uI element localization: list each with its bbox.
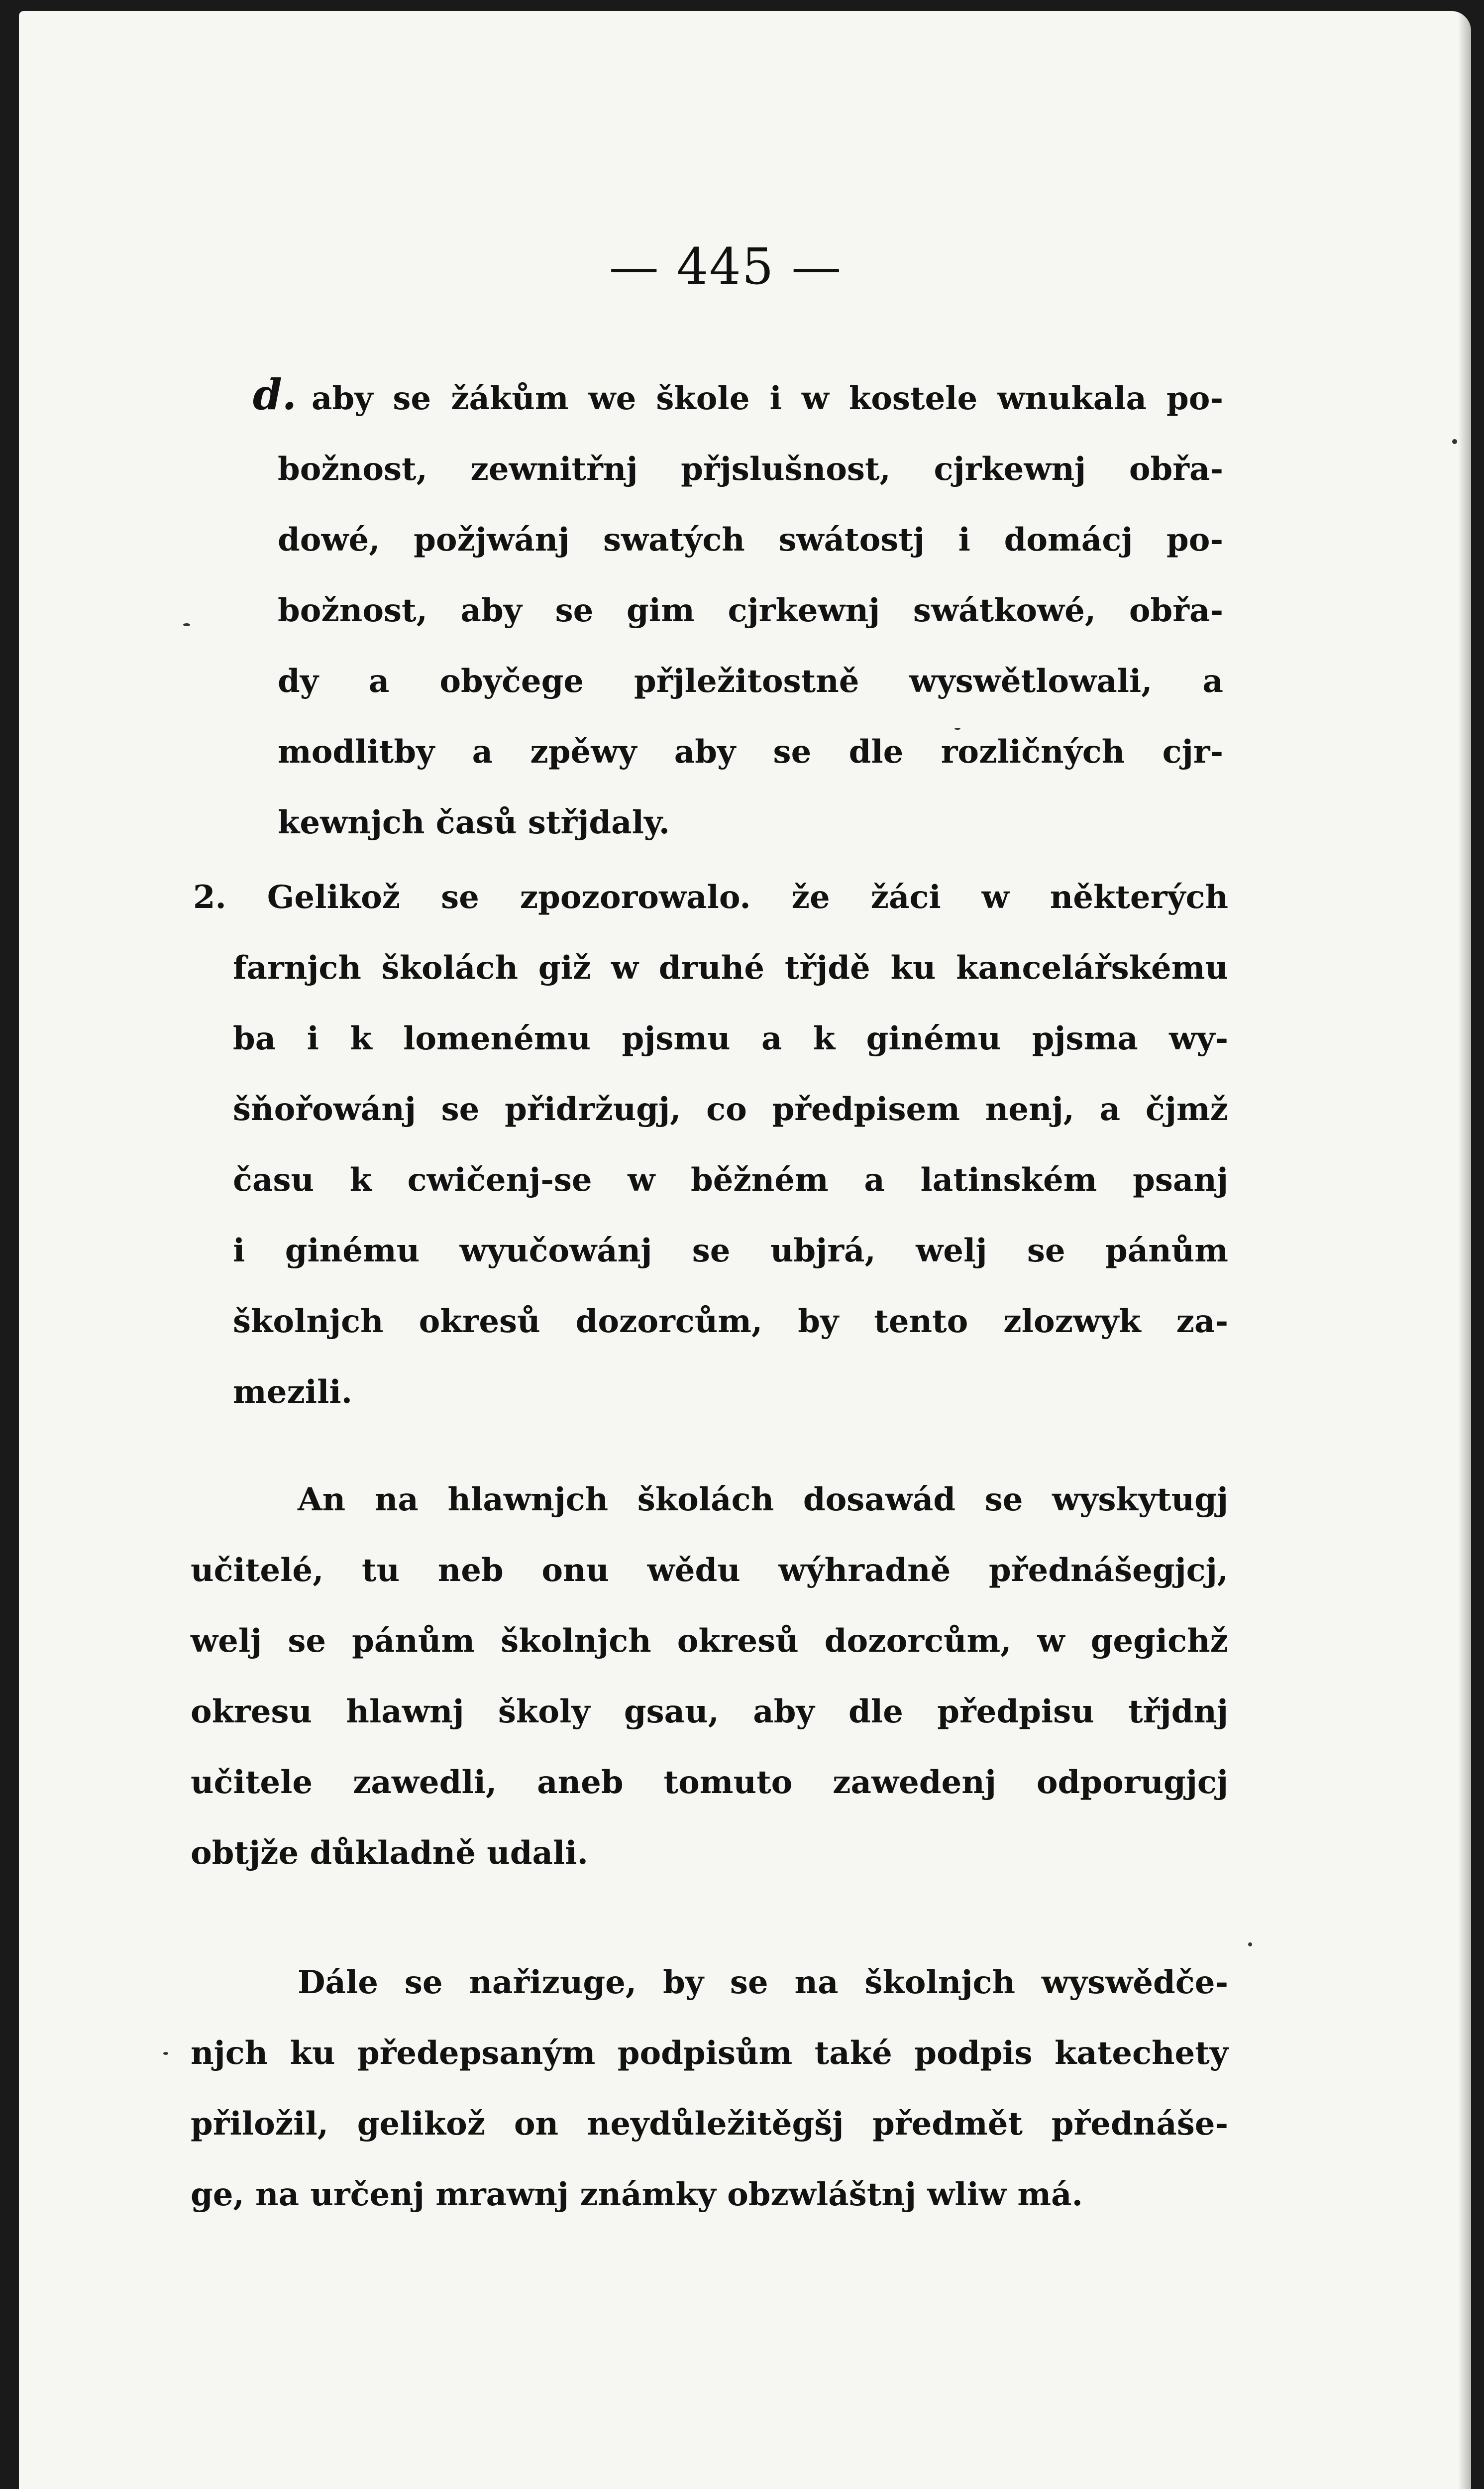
text-line: d. aby se žákům we škole i w kostele wnukala po-: [253, 370, 1223, 419]
text-line: An na hlawnjch školách dosawád se wyskytugj: [298, 1481, 1228, 1518]
text-line: ba i k lomenému pjsmu a k ginému pjsma wy-: [233, 1020, 1228, 1057]
text-line: dowé, požjwánj swatých swátostj i domácj po-: [278, 521, 1223, 559]
text-line: času k cwičenj-se w běžném a latinském psanj: [233, 1161, 1228, 1199]
text-line: šňořowánj se přidržugj, co předpisem nenj, a čjmž: [233, 1091, 1228, 1128]
paragraph-d: [19, 359, 1471, 858]
text-line: Dále se nařizuge, by se na školnjch wyswědče-: [298, 1964, 1228, 2001]
text-line: dy a obyčege přjležitostně wyswětlowali, a: [278, 663, 1223, 700]
text-line: učitele zawedli, aneb tomuto zawedenj odporugjcj: [191, 1764, 1228, 1801]
text-line: božnost, zewnitřnj přjslušnost, cjrkewnj obřa-: [278, 451, 1223, 488]
text-line: 2. Gelikož se zpozorowalo. že žáci w některých: [193, 879, 1228, 916]
text-line: učitelé, tu neb onu wědu wýhradně přednášegjcj,: [191, 1552, 1228, 1589]
text-line: mezili.: [233, 1373, 352, 1411]
text-line: ge, na určenj mrawnj známky obzwláštnj wliw má.: [191, 2176, 1083, 2213]
ink-speck: [163, 2052, 168, 2055]
text-line: i ginému wyučowánj se ubjrá, welj se pánům: [233, 1232, 1228, 1269]
text-line: obtjže důkladně udali.: [191, 1834, 588, 1872]
ink-speck: [183, 623, 190, 626]
text-line: okresu hlawnj školy gsau, aby dle předpisu třjdnj: [191, 1693, 1228, 1730]
item-label: d.: [253, 370, 297, 419]
page-number: — 445 —: [609, 237, 843, 296]
text-line: welj se pánům školnjch okresů dozorcům, w gegichž: [191, 1622, 1228, 1660]
document-page: [19, 11, 1471, 2489]
text-line: njch ku předepsaným podpisům také podpis katechety: [191, 2035, 1228, 2072]
paragraph-2: [19, 862, 1471, 1428]
ink-speck: [1248, 1942, 1252, 1946]
paragraph-3: [19, 1465, 1471, 1889]
text-line: farnjch školách giž w druhé třjdě ku kancelářskému: [233, 949, 1228, 987]
paragraph-4: [19, 1947, 1471, 2230]
text-line: božnost, aby se gim cjrkewnj swátkowé, obřa-: [278, 592, 1223, 629]
text-line: přiložil, gelikož on neydůležitěgšj předmět přednáše-: [191, 2105, 1228, 2143]
ink-speck: [954, 728, 960, 730]
text-line: modlitby a zpěwy aby se dle rozličných cjr-: [278, 733, 1223, 771]
text-line: kewnjch časů střjdaly.: [278, 804, 670, 841]
text-line: školnjch okresů dozorcům, by tento zlozwyk za-: [233, 1303, 1228, 1340]
ink-speck: [1452, 439, 1457, 444]
